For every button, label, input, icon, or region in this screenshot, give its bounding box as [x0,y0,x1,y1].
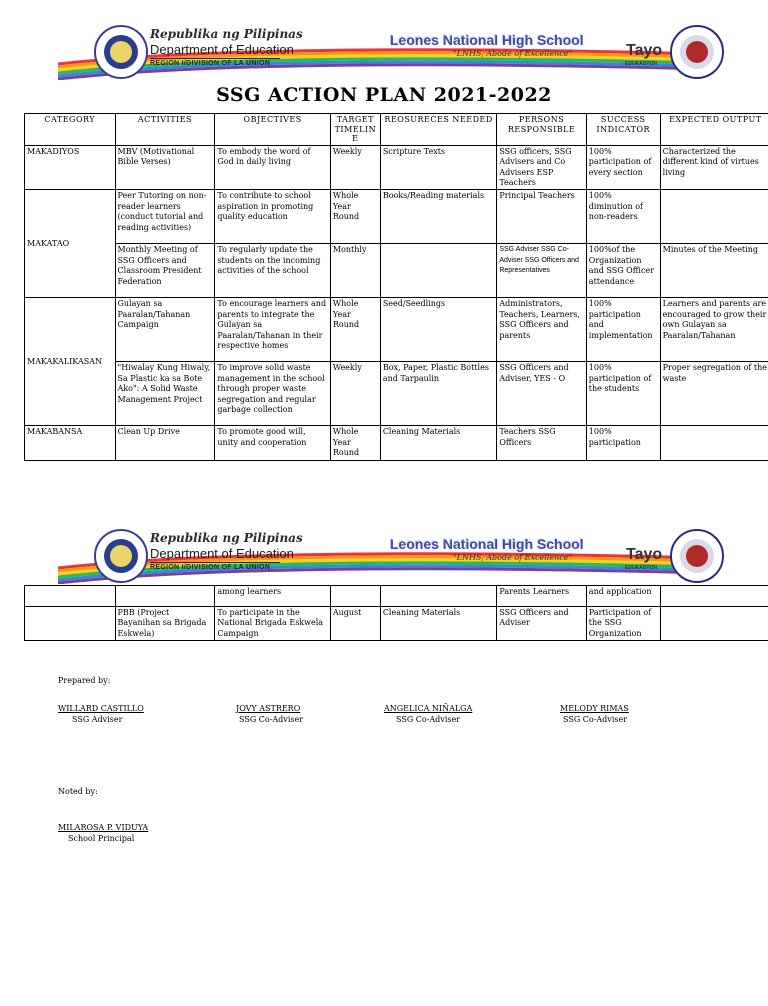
school-name: Leones National High School [390,32,584,48]
republic-text: Republika ng Pilipinas [150,531,303,545]
signatory-role: SSG Co-Adviser [563,715,628,724]
table-row [25,145,768,190]
objective-cell: To encourage learners and parents to integrate the Gulayan sa Paaralan/Tahanan in their respective homes [215,298,330,362]
persons-cell: SSG officers, SSG Advisers and Co Advisers ESP Teachers [497,145,586,190]
resources-cell [380,244,497,298]
persons-cell: SSG Officers and Adviser [497,607,586,641]
table-row [25,190,768,244]
persons-cell: Administrators, Teachers, Learners, SSG Officers and parents [497,298,586,362]
table-header-row [25,114,768,146]
activity-cell: PBB (Project Bayanihan sa Brigada Eskwela) [115,607,215,641]
tayo-logo-text: Tayo [626,546,663,563]
tayo-logo-subtext: EDUKASYON [625,565,657,571]
output-cell [660,426,768,460]
resources-cell: Cleaning Materials [380,607,497,641]
school-motto: "LNHS, Abode of Excellence" [453,553,573,562]
table-row [25,586,768,607]
action-plan-table-continued [24,585,768,641]
principal-role: School Principal [68,834,135,843]
table-row [25,244,768,298]
timeline-cell: Whole Year Round [330,426,380,460]
persons-cell: SSG Officers and Adviser, YES - O [497,362,586,426]
objective-cell: To contribute to school aspiration in promoting quality education [215,190,330,244]
timeline-cell: Weekly [330,145,380,190]
persons-cell: Teachers SSG Officers [497,426,586,460]
activity-cell [115,586,215,607]
prepared-by-label: Prepared by: [58,676,111,685]
tayo-logo-text: Tayo [626,42,663,59]
signatory-role: SSG Co-Adviser [396,715,461,724]
objective-cell: To improve solid waste management in the school through proper waste segregation and regular garbage collection [215,362,330,426]
col-header-category: CATEGORY [25,114,116,146]
output-cell: Proper segregation of the waste [660,362,768,426]
activity-cell: Gulayan sa Paaralan/Tahanan Campaign [115,298,215,362]
signatory-name: MELODY RIMAS [560,704,629,713]
timeline-cell: Monthly [330,244,380,298]
output-cell: Minutes of the Meeting [660,244,768,298]
table-row [25,362,768,426]
timeline-cell [330,586,380,607]
resources-cell: Books/Reading materials [380,190,497,244]
objective-cell: To promote good will, unity and cooperation [215,426,330,460]
deped-seal-logo [94,25,148,79]
persons-cell: Principal Teachers [497,190,586,244]
activity-cell: Peer Tutoring on non-reader learners (conduct tutorial and reading activities) [115,190,215,244]
col-header-output: EXPECTED OUTPUT [660,114,768,146]
output-cell [660,190,768,244]
resources-cell [380,586,497,607]
signatory-name: JOVY ASTRERO [236,704,301,713]
department-text: Department of Education [150,42,294,57]
category-cell: MAKADIYOS [25,145,116,190]
category-cell [25,586,116,607]
col-header-timeline: TARGET TIMELINE [330,114,380,146]
signatory-name: ANGELICA NIÑALGA [384,704,473,713]
principal-name: MILAROSA P. VIDUYA [58,823,149,832]
resources-cell: Seed/Seedlings [380,298,497,362]
table-row [25,426,768,460]
category-cell: MAKABANSA [25,426,116,460]
objective-cell: To regularly update the students on the incoming activities of the school [215,244,330,298]
indicator-cell: 100%of the Organization and SSG Officer attendance [586,244,660,298]
category-cell [25,607,116,641]
col-header-persons: PERSONS RESPONSIBLE [497,114,586,146]
activity-cell: "Hiwalay Kung Hiwaly, Sa Plastic ka sa Bote Ako": A Solid Waste Management Project [115,362,215,426]
indicator-cell: 100% participation and implementation [586,298,660,362]
table-row [25,607,768,641]
activity-cell: MBV (Motivational Bible Verses) [115,145,215,190]
output-cell: Characterized the different kind of virtues living [660,145,768,190]
resources-cell: Box, Paper, Plastic Bottles and Tarpaulin [380,362,497,426]
school-seal-logo [670,529,724,583]
signatory-role: SSG Adviser [72,715,123,724]
school-seal-logo [670,25,724,79]
output-cell: Learners and parents are encouraged to grow their own Gulayan sa Paaralan/Tahanan [660,298,768,362]
category-cell: MAKATAO [25,190,116,298]
indicator-cell: 100% participation of the students [586,362,660,426]
objective-cell: To embody the word of God in daily living [215,145,330,190]
persons-cell: SSG Adviser SSG Co-Adviser SSG Officers and Representatives [497,244,586,298]
col-header-activities: ACTIVITIES [115,114,215,146]
col-header-indicator: SUCCESS INDICATOR [586,114,660,146]
activity-cell: Monthly Meeting of SSG Officers and Classroom President Federation [115,244,215,298]
noted-by-label: Noted by: [58,787,98,796]
objective-cell: To participate in the National Brigada Eskwela Campaign [215,607,330,641]
indicator-cell: 100% diminution of non-readers [586,190,660,244]
indicator-cell: Participation of the SSG Organization [586,607,660,641]
department-rule [150,562,280,563]
page-title: SSG ACTION PLAN 2021-2022 [216,84,552,106]
deped-header-banner-page-2 [58,528,710,584]
timeline-cell: August [330,607,380,641]
col-header-resources: REOSURECES NEEDED [380,114,497,146]
indicator-cell: 100% participation of every section [586,145,660,190]
category-cell: MAKAKALIKASAN [25,298,116,426]
department-rule [150,58,280,59]
indicator-cell: 100% participation [586,426,660,460]
indicator-cell: and application [586,586,660,607]
school-name: Leones National High School [390,536,584,552]
persons-cell: Parents Learners [497,586,586,607]
deped-header-banner [58,24,710,80]
signatory-name: WILLARD CASTILLO [58,704,144,713]
objective-cell: among learners [215,586,330,607]
timeline-cell: Whole Year Round [330,298,380,362]
deped-seal-logo [94,529,148,583]
timeline-cell: Weekly [330,362,380,426]
timeline-cell: Whole Year Round [330,190,380,244]
republic-text: Republika ng Pilipinas [150,27,303,41]
action-plan-table [24,113,768,461]
department-text: Department of Education [150,546,294,561]
resources-cell: Scripture Texts [380,145,497,190]
col-header-objectives: OBJECTIVES [215,114,330,146]
output-cell [660,586,768,607]
region-text: REGION I/DIVISION OF LA UNION [150,564,271,571]
region-text: REGION I/DIVISION OF LA UNION [150,60,271,67]
school-motto: "LNHS, Abode of Excellence" [453,49,573,58]
tayo-logo-subtext: EDUKASYON [625,61,657,67]
table-row [25,298,768,362]
signatory-role: SSG Co-Adviser [239,715,304,724]
output-cell [660,607,768,641]
resources-cell: Cleaning Materials [380,426,497,460]
activity-cell: Clean Up Drive [115,426,215,460]
